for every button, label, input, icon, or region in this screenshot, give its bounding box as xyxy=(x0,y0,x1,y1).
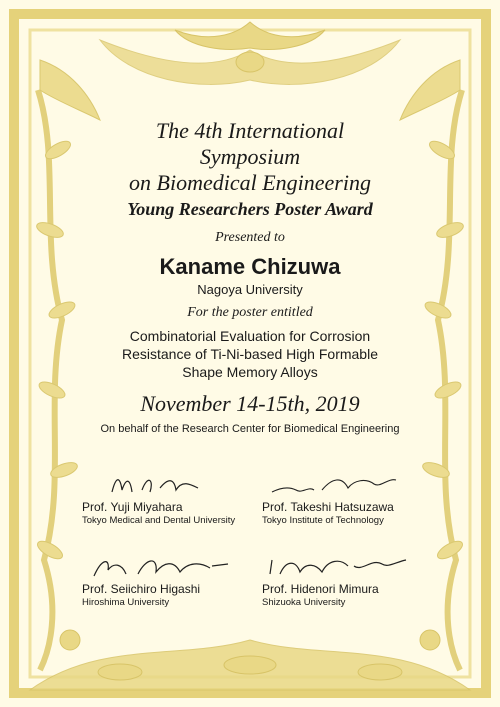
signatory-name: Prof. Seiichiro Higashi xyxy=(82,582,201,596)
signature-mark xyxy=(82,552,232,582)
poster-entitled-label: For the poster entitled xyxy=(187,305,313,320)
poster-title xyxy=(60,327,440,381)
symposium-title-line2: Symposium xyxy=(199,144,301,169)
certificate-body xyxy=(60,118,440,435)
award-name: Young Researchers Poster Award xyxy=(127,199,373,219)
signatory-org: Hiroshima University xyxy=(82,597,170,608)
signature-mark xyxy=(262,552,412,582)
signature-mark xyxy=(82,470,202,500)
poster-title-line2: Resistance of Ti-Ni-based High Formable xyxy=(122,346,378,362)
symposium-title-line3: on Biomedical Engineering xyxy=(129,170,371,195)
signatory-org: Tokyo Medical and Dental University xyxy=(82,515,236,526)
signatory-3 xyxy=(82,552,267,608)
award-date: November 14-15th, 2019 xyxy=(140,391,360,416)
recipient-affiliation: Nagoya University xyxy=(197,282,303,297)
signatory-org: Tokyo Institute of Technology xyxy=(262,515,384,526)
signatory-name: Prof. Takeshi Hatsuzawa xyxy=(262,500,394,514)
signatory-name: Prof. Yuji Miyahara xyxy=(82,500,183,514)
recipient-name: Kaname Chizuwa xyxy=(159,254,341,279)
signatory-name: Prof. Hidenori Mimura xyxy=(262,582,379,596)
on-behalf-text: On behalf of the Research Center for Biomedical Engineering xyxy=(100,423,400,435)
signatory-4 xyxy=(262,552,447,608)
signatory-org: Shizuoka University xyxy=(262,597,346,608)
presented-to: Presented to xyxy=(215,230,285,245)
poster-title-line3: Shape Memory Alloys xyxy=(182,364,318,380)
symposium-title-line1: The 4th International xyxy=(155,118,345,143)
signature-mark xyxy=(262,470,402,500)
signatory-1 xyxy=(82,470,267,526)
signatory-2 xyxy=(262,470,447,526)
poster-title-line1: Combinatorial Evaluation for Corrosion xyxy=(129,328,371,344)
